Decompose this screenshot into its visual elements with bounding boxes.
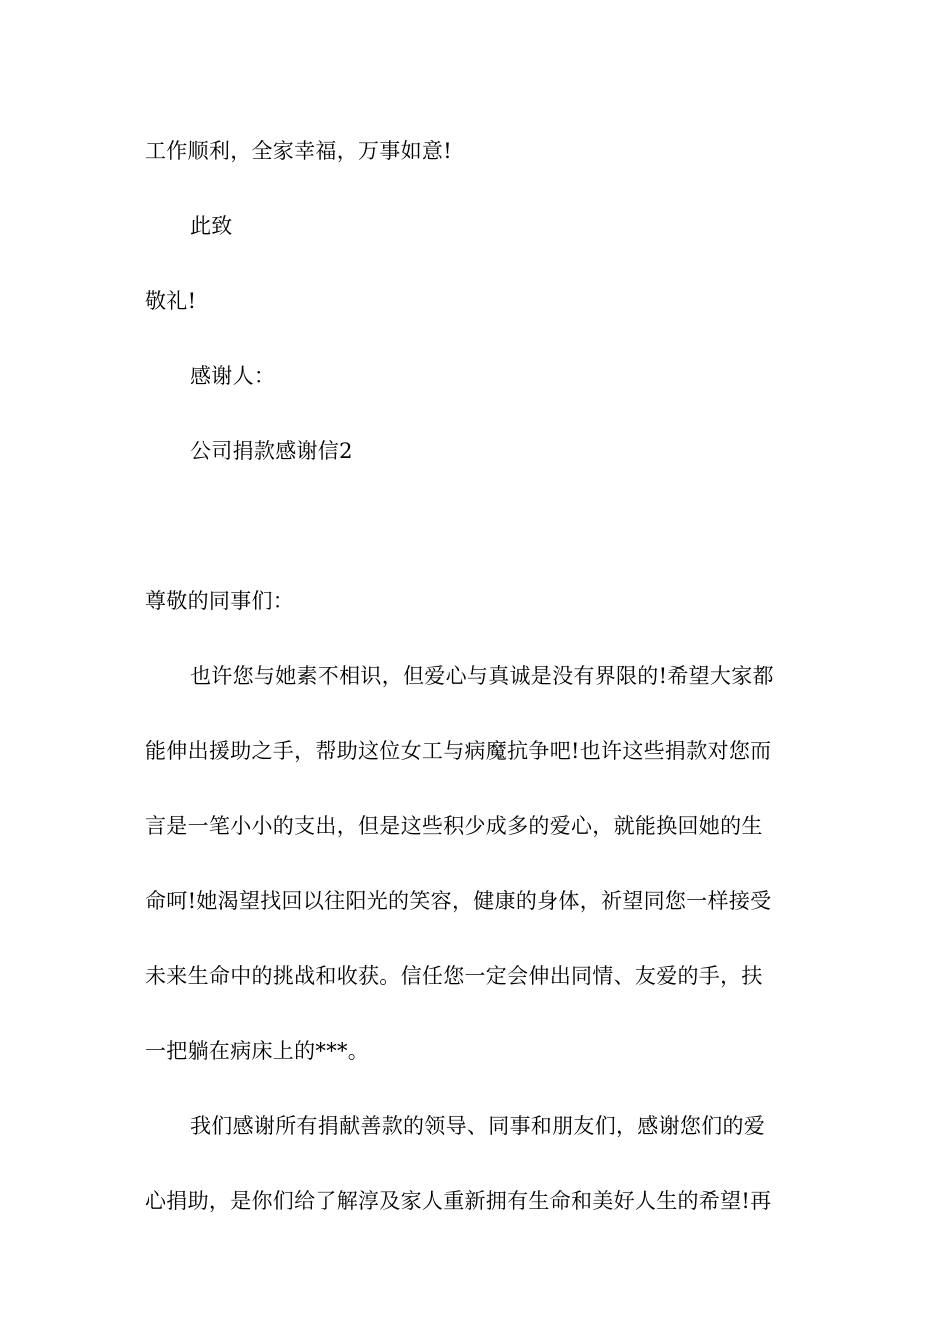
signer-label: 感谢人： bbox=[190, 364, 276, 388]
paragraph1-line: 能伸出援助之手，帮助这位女工与病魔抗争吧!也许这些捐款对您而 bbox=[145, 739, 772, 763]
letter-title: 公司捐款感谢信2 bbox=[190, 439, 353, 463]
paragraph1-line: 言是一笔小小的支出，但是这些积少成多的爱心，就能换回她的生 bbox=[145, 814, 763, 838]
paragraph1-line: 命呵!她渴望找回以往阳光的笑容，健康的身体，祈望同您一样接受 bbox=[145, 889, 772, 913]
paragraph1-line: 也许您与她素不相识，但爱心与真诚是没有界限的!希望大家都 bbox=[190, 664, 774, 688]
paragraph1-line: 未来生命中的挑战和收获。信任您一定会伸出同情、友爱的手，扶 bbox=[145, 964, 763, 988]
closing-salutation-2: 敬礼! bbox=[145, 289, 197, 313]
closing-wish-line: 工作顺利，全家幸福，万事如意! bbox=[145, 139, 452, 163]
closing-salutation-1: 此致 bbox=[190, 214, 233, 238]
paragraph2-line: 我们感谢所有捐献善款的领导、同事和朋友们，感谢您们的爱 bbox=[190, 1114, 766, 1138]
paragraph2-line: 心捐助，是你们给了解淳及家人重新拥有生命和美好人生的希望!再 bbox=[145, 1189, 772, 1213]
paragraph1-line: 一把躺在病床上的***。 bbox=[145, 1039, 370, 1063]
letter-greeting: 尊敬的同事们： bbox=[145, 589, 295, 613]
